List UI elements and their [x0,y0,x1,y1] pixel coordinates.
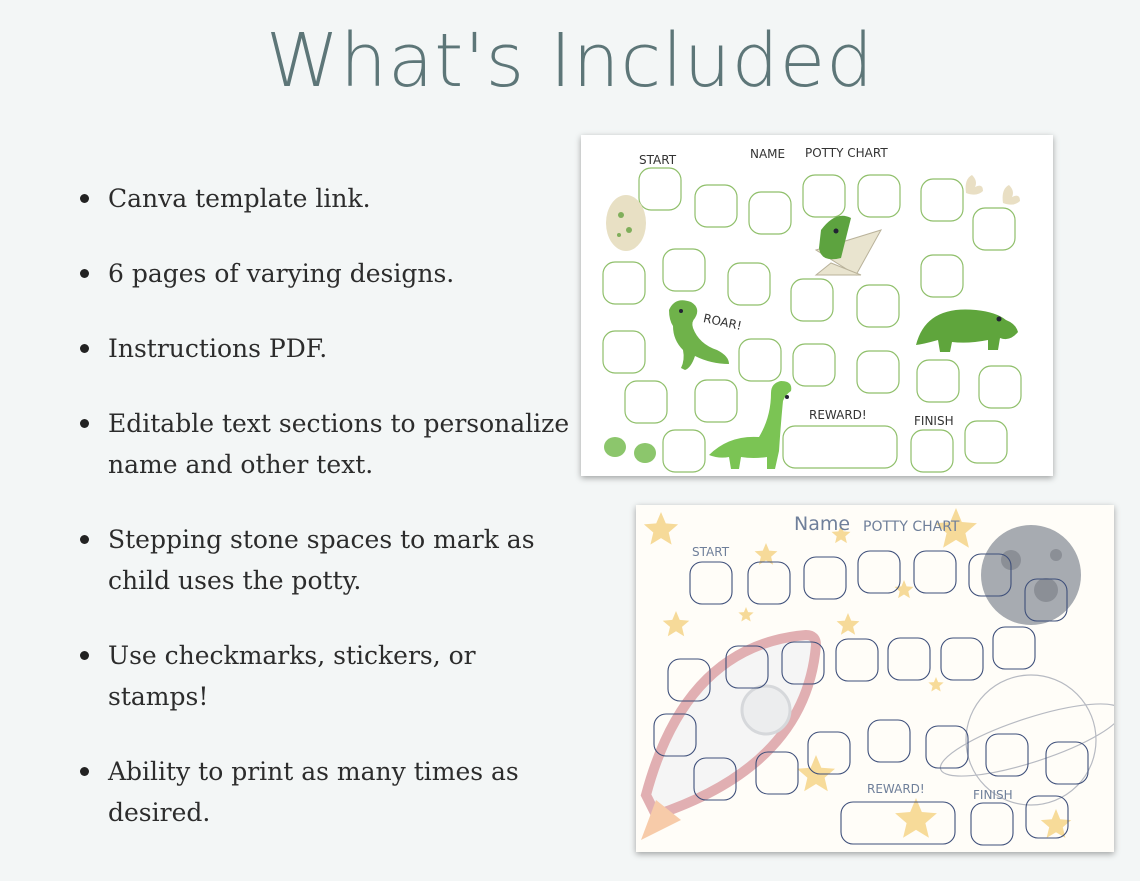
roar-label: ROAR! [701,311,743,333]
stepping-stone-box [979,366,1021,408]
stepping-stone-box [971,803,1013,845]
reward-label: REWARD! [809,408,867,422]
stepping-stone-box [793,344,835,386]
trex-icon [669,300,729,370]
finish-label: FINISH [973,788,1013,802]
name-label: NAME [750,147,786,161]
space-chart-preview [636,505,1114,852]
feature-item: 6 pages of varying designs. [70,253,570,294]
stepping-stone-box [690,562,732,604]
bullet-icon [80,344,89,353]
stepping-stone-box [914,551,956,593]
bullet-icon [80,651,89,660]
start-label: START [692,545,730,559]
star-icon [895,798,937,838]
stepping-stone-box [603,331,645,373]
feature-item: Canva template link. [70,178,570,219]
stepping-stone-box [965,421,1007,463]
star-icon [738,607,753,622]
bullet-icon [80,419,89,428]
finish-label: FINISH [914,414,954,428]
stepping-stone-box [639,168,681,210]
feature-item: Use checkmarks, stickers, or stamps! [70,635,570,717]
stepping-stone-box [1046,742,1088,784]
brontosaurus-icon [709,381,791,469]
chart-title-label: POTTY CHART [805,146,888,160]
stepping-stone-box [858,551,900,593]
name-label: Name [794,513,851,535]
stepping-stone-box [857,285,899,327]
stepping-stone-box [921,179,963,221]
star-icon [663,611,690,636]
chart-title-label: POTTY CHART [863,519,960,535]
feature-item: Ability to print as many times as desired. [70,751,570,833]
footprint-icon [604,437,656,463]
bullet-icon [80,535,89,544]
stepping-stone-box [917,360,959,402]
footprint-icon [966,175,1020,205]
stepping-stone-box [836,639,878,681]
stepping-stone-box [858,175,900,217]
planet-icon [934,675,1114,805]
feature-list [70,178,570,867]
feature-item: Editable text sections to personalize name and other text. [70,403,570,485]
star-icon [755,543,778,565]
stepping-stone-box [921,255,963,297]
stepping-stone-box [749,192,791,234]
stepping-stone-box [804,557,846,599]
stepping-stone-box [603,262,645,304]
star-icon [644,512,678,545]
start-label: START [639,153,677,167]
stepping-stone-box [739,339,781,381]
dino-egg-icon [606,195,646,251]
stepping-stone-box [888,638,930,680]
stepping-stone-box [695,185,737,227]
star-icon [837,613,860,635]
star-icon [1041,809,1071,838]
reward-label: REWARD! [867,782,925,796]
stepping-stone-box [973,208,1015,250]
stepping-stone-box [941,638,983,680]
pterodactyl-icon [816,216,881,275]
feature-item: Stepping stone spaces to mark as child uses the potty. [70,519,570,601]
stepping-stone-box [791,279,833,321]
stepping-stone-box [911,430,953,472]
dino-chart-art [581,135,1053,476]
stepping-stone-box [748,562,790,604]
star-icon [928,677,943,692]
stepping-stone-box [728,263,770,305]
feature-item: Instructions PDF. [70,328,570,369]
moon-icon [981,525,1081,625]
stepping-stone-box [803,175,845,217]
stepping-stone-box [868,720,910,762]
stepping-stone-box [993,627,1035,669]
bullet-icon [80,767,89,776]
stepping-stone-box [625,381,667,423]
stepping-stone-box [783,426,897,468]
bullet-icon [80,269,89,278]
dino-chart-preview [581,135,1053,476]
page-title: What's Included [265,18,875,104]
stepping-stone-box [857,351,899,393]
stepping-stone-box [663,249,705,291]
triceratops-icon [916,309,1018,352]
stepping-stone-box [841,802,955,844]
rocket-icon [641,635,816,840]
stepping-stone-box [695,380,737,422]
stepping-stone-box [663,430,705,472]
bullet-icon [80,194,89,203]
